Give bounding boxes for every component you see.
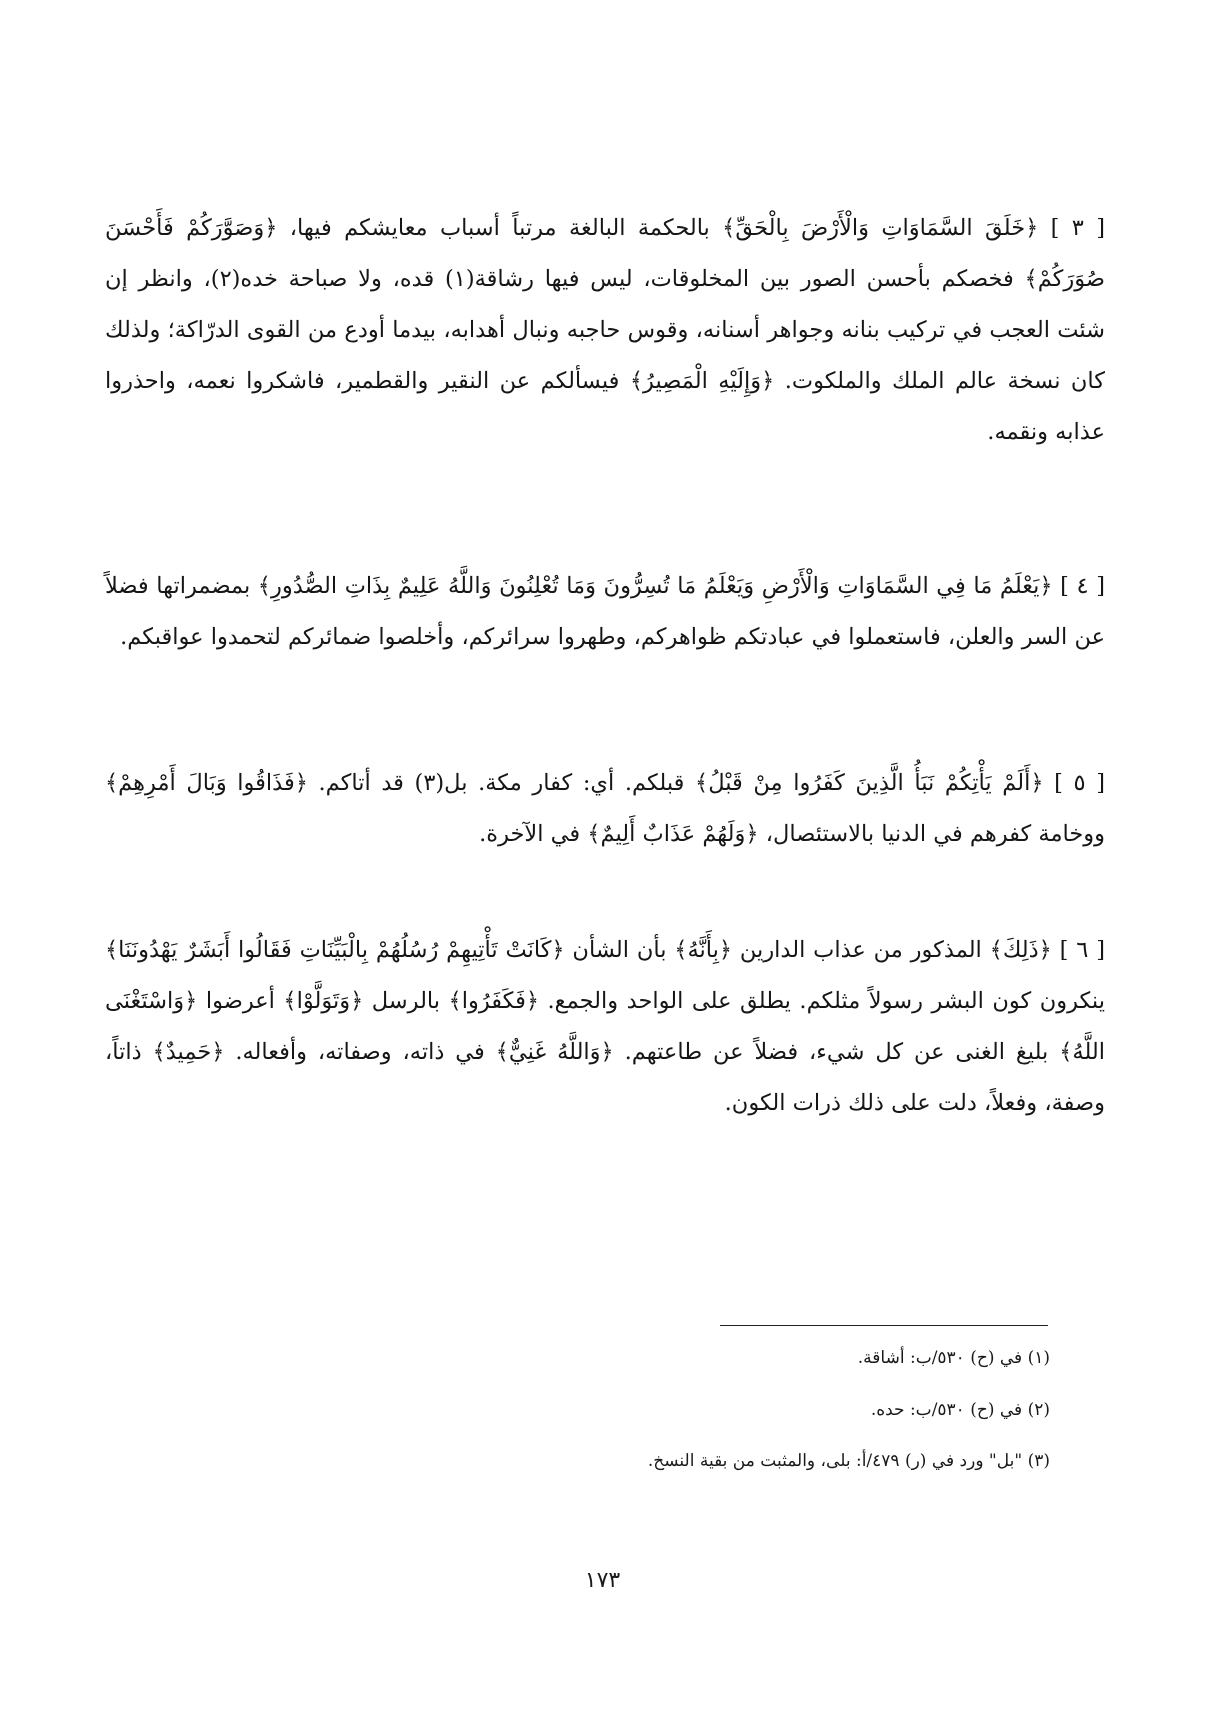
- paragraph-verse-5: [105, 758, 1105, 860]
- paragraph-text: [ ٥ ] ﴿أَلَمْ يَأْتِكُمْ نَبَأُ الَّذِينَ كَفَرُوا مِنْ قَبْلُ﴾ قبلكم. أي: كفار مكة. بل(٣) قد أتاكم. ﴿فَذَاقُوا وَبَالَ أَمْرِهِمْ﴾ ووخامة كفرهم في الدنيا بالاستئصال، ﴿وَلَهُمْ عَذَابٌ أَلِيمٌ﴾ في الآخرة.: [105, 770, 1105, 847]
- paragraph-text: [ ٣ ] ﴿خَلَقَ السَّمَاوَاتِ وَالْأَرْضَ بِالْحَقِّ﴾ بالحكمة البالغة مرتباً أسباب معايشكم فيها، ﴿وَصَوَّرَكُمْ فَأَحْسَنَ صُوَرَكُمْ﴾ فخصكم بأحسن الصور بين المخلوقات، ليس فيها رشاقة(١) قده، ولا صباحة خده(٢)، وانظر إن شئت العجب في تركيب بنانه وجواهر أسنانه، وقوس حاجبه ونبال أهدابه، بيدما أودع من القوى الدرّاكة؛ ولذلك كان نسخة عالم الملك والملكوت. ﴿وَإِلَيْهِ الْمَصِيرُ﴾ فيسألكم عن النقير والقطمير، فاشكروا نعمه، واحذروا عذابه ونقمه.: [105, 215, 1105, 445]
- paragraph-verse-4: [105, 561, 1105, 663]
- paragraph-verse-6: [105, 925, 1105, 1129]
- paragraph-text: [ ٦ ] ﴿ذَلِكَ﴾ المذكور من عذاب الدارين ﴿بِأَنَّهُ﴾ بأن الشأن ﴿كَانَتْ تَأْتِيهِمْ رُسُلُهُمْ بِالْبَيِّنَاتِ فَقَالُوا أَبَشَرٌ يَهْدُونَنَا﴾ ينكرون كون البشر رسولاً مثلكم. يطلق على الواحد والجمع. ﴿فَكَفَرُوا﴾ بالرسل ﴿وَتَوَلَّوْا﴾ أعرضوا ﴿وَاسْتَغْنَى اللَّهُ﴾ بليغ الغنى عن كل شيء، فضلاً عن طاعتهم. ﴿وَاللَّهُ غَنِيٌّ﴾ في ذاته، وصفاته، وأفعاله. ﴿حَمِيدٌ﴾ ذاتاً، وصفة، وفعلاً، دلت على ذلك ذرات الكون.: [105, 937, 1105, 1116]
- paragraph-text: [ ٤ ] ﴿يَعْلَمُ مَا فِي السَّمَاوَاتِ وَالْأَرْضِ وَيَعْلَمُ مَا تُسِرُّونَ وَمَا تُعْلِنُونَ وَاللَّهُ عَلِيمٌ بِذَاتِ الصُّدُورِ﴾ بمضمراتها فضلاً عن السر والعلن، فاستعملوا في عبادتكم ظواهركم، وطهروا سرائركم، وأخلصوا ضمائركم لتحمدوا عواقبكم.: [105, 573, 1105, 650]
- footnote-3: (٣) "بل" ورد في (ر) ٤٧٩/أ: بلى، والمثبت من بقية النسخ.: [647, 1451, 1050, 1471]
- page-number: ١٧٣: [584, 1568, 621, 1593]
- footnote-divider: [720, 1325, 1048, 1326]
- footnote-1: (١) في (ح) ٥٣٠/ب: أشاقة.: [857, 1348, 1050, 1368]
- paragraph-verse-3: [105, 203, 1105, 458]
- footnote-2: (٢) في (ح) ٥٣٠/ب: حده.: [870, 1400, 1050, 1420]
